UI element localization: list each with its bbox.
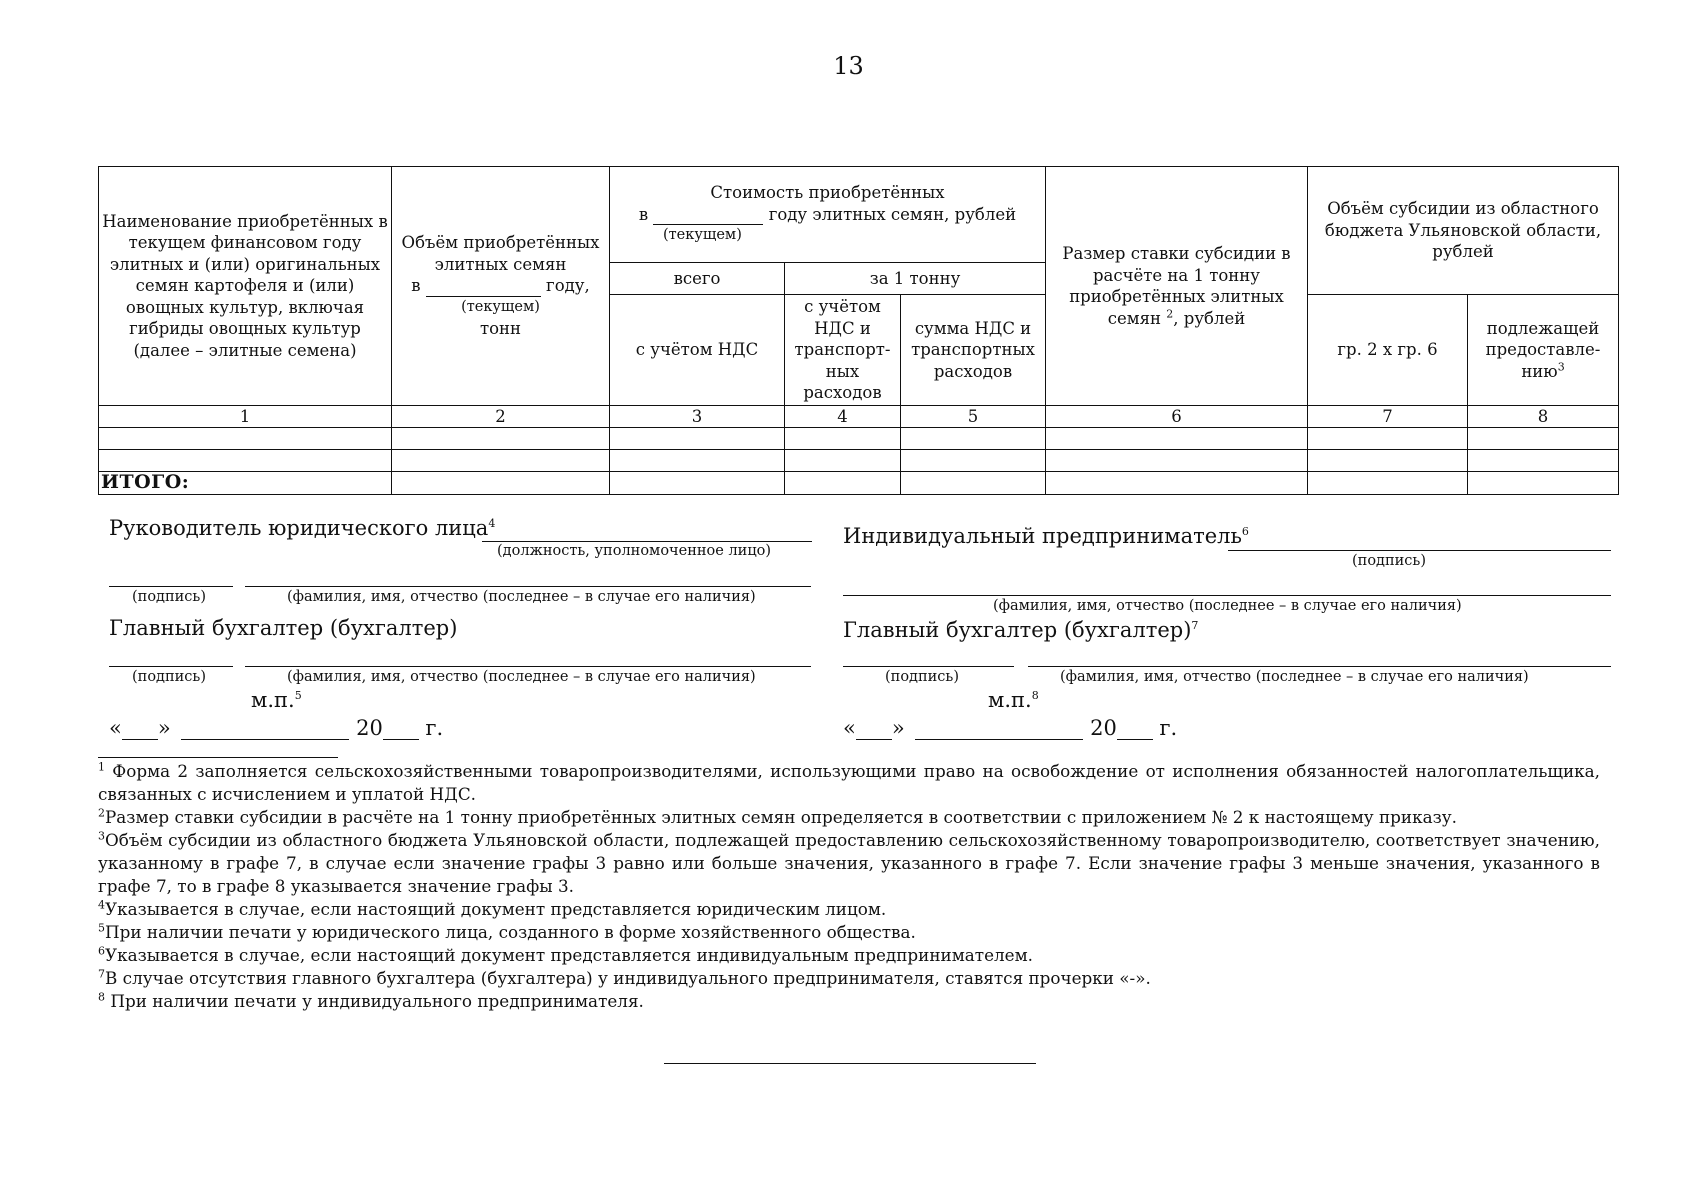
entrepreneur-title: Индивидуальный предприниматель$^6$ [843,524,1249,548]
accountant-name-line[interactable] [245,666,811,667]
table-cell[interactable] [1308,472,1468,495]
accountant-title: Главный бухгалтер (бухгалтер) [109,616,458,640]
table-cell[interactable] [99,450,392,472]
column-number: 1 [99,406,392,428]
column-number: 8 [1468,406,1619,428]
table-cell[interactable] [1468,450,1619,472]
table-cell[interactable] [1308,428,1468,450]
accountant-signature-line[interactable] [109,666,233,667]
date-field: « » 20 г. [843,716,1178,740]
footnote-separator [98,757,338,758]
footnotes [98,760,1600,1013]
head-title: Руководитель юридического лица$^4$ [109,516,496,540]
accountant-signature-line[interactable] [843,666,1014,667]
table-cell[interactable] [1046,450,1308,472]
column-number: 5 [901,406,1046,428]
column-number: 2 [392,406,610,428]
per-ton-header: за 1 тонну [785,263,1046,295]
cost-header: Стоимость приобретённых в году элитных семян, рублей (текущем) [610,167,1046,263]
subsidy-header: Объём субсидии из областного бюджета Ульяновской области, рублей [1308,167,1619,295]
total-label: ИТОГО: [99,472,392,495]
table-cell[interactable] [610,472,785,495]
column-number: 4 [785,406,901,428]
table-cell[interactable] [1468,472,1619,495]
table-cell[interactable] [610,428,785,450]
head-signature-line[interactable] [109,586,233,587]
signature-caption: (подпись) [1352,553,1426,569]
position-caption: (должность, уполномоченное лицо) [497,543,772,559]
rate-header: Размер ставки субсидии в расчёте на 1 тонну приобретённых элитных семян $^2$, рублей [1046,167,1308,406]
footnote: $^6$Указывается в случае, если настоящий документ представляется индивидуальным предпринимателем. [98,944,1033,965]
signature-caption: (подпись) [132,589,206,605]
table-cell[interactable] [901,428,1046,450]
col8-header: подлежащей предоставле-нию$^3$ [1468,295,1619,406]
page-number: 13 [833,52,864,80]
seal-mark: м.п.$^8$ [988,688,1039,712]
table-cell[interactable] [785,428,901,450]
name-caption: (фамилия, имя, отчество (последнее – в случае его наличия) [1060,669,1529,685]
total-header: всего [610,263,785,295]
table-cell[interactable] [1308,450,1468,472]
vat-transport-sum-header: сумма НДС и транспортных расходов [901,295,1046,406]
table-cell[interactable] [785,450,901,472]
table-row [99,450,1619,472]
with-vat-header: с учётом НДС [610,295,785,406]
entrepreneur-name-line[interactable] [843,595,1611,596]
footnote: $^1$ Форма 2 заполняется сельскохозяйственными товаропроизводителями, использующими право на освобождение от исполнения обязанностей налогоплательщика, связанных с исчислением и уплатой НДС. [98,760,1600,804]
col1-header: Наименование приобретённых в текущем финансовом году элитных и (или) оригинальных семян картофеля и (или) овощных культур, включая гибриды овощных культур (далее – элитные семена) [99,167,392,406]
table-cell[interactable] [392,472,610,495]
end-separator [664,1063,1036,1064]
column-number: 3 [610,406,785,428]
accountant-name-line[interactable] [1028,666,1611,667]
name-caption: (фамилия, имя, отчество (последнее – в случае его наличия) [287,589,756,605]
footnote: $^5$При наличии печати у юридического лица, созданного в форме хозяйственного общества. [98,921,916,942]
table-row [99,428,1619,450]
table-cell[interactable] [1046,472,1308,495]
table-cell[interactable] [99,428,392,450]
col7-header: гр. 2 х гр. 6 [1308,295,1468,406]
date-field: « » 20 г. [109,716,444,740]
col2-header: Объём приобретённых элитных семян в году, (текущем) тонн [392,167,610,406]
table-cell[interactable] [785,472,901,495]
footnote: $^4$Указывается в случае, если настоящий документ представляется юридическим лицом. [98,898,887,919]
table-cell[interactable] [901,450,1046,472]
signature-caption: (подпись) [132,669,206,685]
footnote: $^8$ При наличии печати у индивидуального предпринимателя. [98,990,644,1011]
column-number: 6 [1046,406,1308,428]
table-cell[interactable] [901,472,1046,495]
head-name-line[interactable] [245,586,811,587]
table-cell[interactable] [392,450,610,472]
position-line[interactable] [482,541,812,542]
name-caption: (фамилия, имя, отчество (последнее – в случае его наличия) [993,598,1462,614]
table-cell[interactable] [392,428,610,450]
column-number: 7 [1308,406,1468,428]
total-row [99,472,1619,495]
entrepreneur-signature-line[interactable] [1228,550,1611,551]
accountant-title-right: Главный бухгалтер (бухгалтер)$^7$ [843,618,1199,642]
with-vat-transport-header: с учётом НДС и транспорт-ных расходов [785,295,901,406]
table-cell[interactable] [1468,428,1619,450]
footnote: $^3$Объём субсидии из областного бюджета Ульяновской области, подлежащей предоставлению сельскохозяйственному товаропроизводителю, соответствует значению, указанному в графе 7, в случае если значение графы 3 равно или больше значения, указанного в графе 7. Если значение графы 3 меньше значения, указанного в графе 7, то в графе 8 указывается значение графы 3. [98,829,1600,896]
table-cell[interactable] [1046,428,1308,450]
seal-mark: м.п.$^5$ [251,688,302,712]
signature-caption: (подпись) [885,669,959,685]
footnote: $^7$В случае отсутствия главного бухгалтера (бухгалтера) у индивидуального предпринимателя, ставятся прочерки «-». [98,967,1151,988]
subsidy-table [98,166,1619,495]
table-cell[interactable] [610,450,785,472]
name-caption: (фамилия, имя, отчество (последнее – в случае его наличия) [287,669,756,685]
footnote: $^2$Размер ставки субсидии в расчёте на 1 тонну приобретённых элитных семян определяется в соответствии с приложением № 2 к настоящему приказу. [98,806,1457,827]
